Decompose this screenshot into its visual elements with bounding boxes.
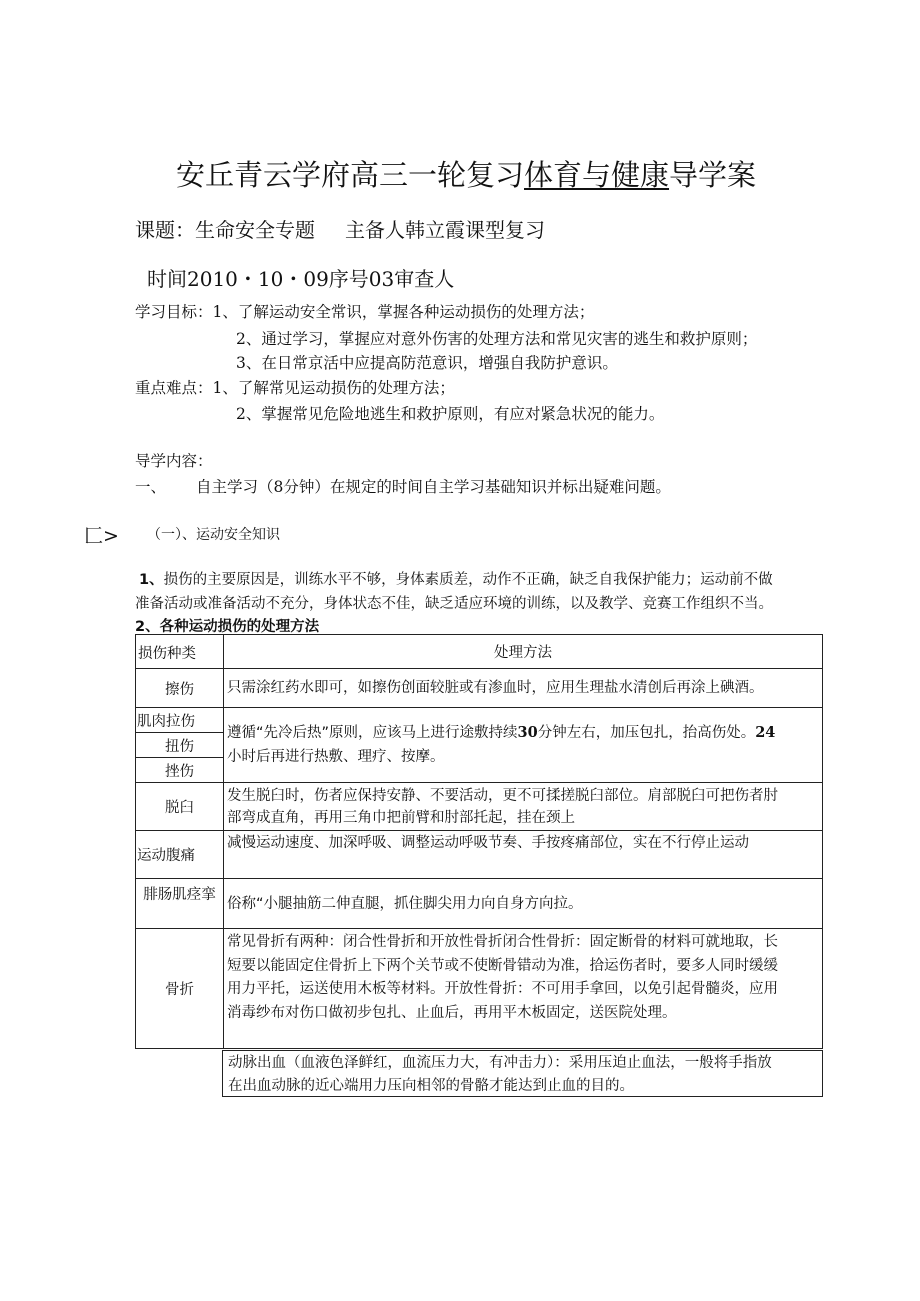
table-row — [136, 929, 823, 1049]
arterial-bleeding-box — [222, 1050, 823, 1097]
dislocation-method-2: 部弯成直角，再用三角巾把前臂和肘部托起，挂在颈上 — [227, 809, 575, 826]
table-row — [136, 879, 823, 929]
para1-text: 损伤的主要原因是，训练水平不够，身体素质差，动作不正确，缺乏自我保护能力；运动前不做 — [163, 572, 773, 588]
strain-method-d: 24 — [755, 724, 776, 741]
injury-method — [224, 708, 823, 783]
injury-method: 俗称“小腿抽筋二伸直腿，抓住脚尖用力向自身方向拉。 — [224, 879, 823, 929]
injury-name: 骨折 — [136, 929, 224, 1049]
time-line — [147, 263, 454, 292]
fracture-line: 消毒纱布对伤口做初步包扎、止血后，再用平木板固定，送医院处理。 — [227, 1004, 677, 1021]
time-line-text: 时间2010・10・09序号03审查人 — [147, 267, 455, 291]
arrow-icon: 匚> — [84, 525, 119, 547]
strain-method-a: 遵循“先冷后热”原则，应该马上进行途敷持续 — [227, 725, 518, 741]
injury-name: 运动腹痛 — [136, 831, 224, 879]
injury-name: 腓肠肌痉挛 — [136, 879, 224, 929]
course-preparer: 主备人韩立霞课型复习 — [345, 218, 545, 242]
section-one: 自主学习（8分钟）在规定的时间自主学习基础知识并标出疑难问题。 — [196, 478, 671, 496]
subsection-title: （一）、运动安全知识 — [147, 527, 280, 543]
bleeding-line-2: 在出血动脉的近心端用力压向相邻的骨骼才能达到止血的目的。 — [228, 1078, 634, 1094]
key-points-label: 重点难点： — [135, 379, 213, 397]
goals-line-1 — [135, 300, 594, 322]
goal-item: 3、在日常京活中应提高防范意识，增强自我防护意识。 — [236, 354, 618, 372]
injury-method: 只需涂红药水即可，如擦伤创面较脏或有渗血时，应用生理盐水清创后再涂上碘酒。 — [224, 669, 823, 708]
table-header-row — [136, 635, 823, 669]
injury-method — [224, 929, 823, 1049]
para1-num: 1、 — [139, 572, 164, 588]
injury-method: 减慢运动速度、加深呼吸、调整运动呼吸节奏、手按疼痛部位，实在不行停止运动 — [224, 831, 823, 879]
injury-name: 脱臼 — [136, 783, 224, 831]
strain-method-c: 分钟左右，加压包扎，抬高伤处。 — [537, 725, 756, 741]
fracture-line: 常见骨折有两种：闭合性骨折和开放性骨折闭合性骨折：固定断骨的材料可就地取，长 — [227, 934, 778, 950]
injury-name: 挫伤 — [136, 758, 224, 783]
goal-item: 2、通过学习，掌握应对意外伤害的处理方法和常见灾害的逃生和救护原则； — [236, 330, 758, 348]
table-row — [136, 669, 823, 708]
para1-line1 — [139, 568, 773, 589]
fracture-line: 短要以能固定住骨折上下两个关节或不使断骨错动为准，拾运伤者时，要多人同时缓缓 — [227, 957, 778, 974]
title-prefix: 安丘青云学府高三一轮复习 — [176, 158, 525, 192]
page-title — [176, 153, 756, 194]
injury-table — [135, 634, 823, 1049]
goals-label: 学习目标： — [135, 303, 213, 321]
header-method: 处理方法 — [224, 635, 823, 669]
para1-line2: 准备活动或准备活动不充分，身体状态不佳，缺乏适应环境的训练，以及教学、竞赛工作组织不当。 — [135, 596, 773, 612]
injury-name: 扭伤 — [136, 733, 224, 758]
injury-name: 擦伤 — [136, 669, 224, 708]
header-type: 损伤种类 — [136, 635, 224, 669]
key-point-item: 1、了解常见运动损伤的处理方法； — [212, 379, 455, 397]
para2-heading: 2、各种运动损伤的处理方法 — [135, 619, 320, 635]
table-row — [136, 783, 823, 831]
injury-name: 肌肉拉伤 — [136, 708, 224, 733]
course-line — [135, 214, 545, 243]
table-row — [136, 708, 823, 733]
key-point-item: 2、掌握常见危险地逃生和救护原则，有应对紧急状况的能力。 — [236, 405, 665, 423]
guide-label: 导学内容： — [135, 452, 213, 470]
injury-method — [224, 783, 823, 831]
fracture-line: 用力平托，运送使用木板等材料。开放性骨折：不可用手拿回，以免引起骨髓炎，应用 — [227, 981, 778, 997]
course-topic: 课题：生命安全专题 — [135, 218, 315, 242]
dislocation-method-1: 发生脱臼时，伤者应保持安静、不要活动，更不可揉搓脱臼部位。肩部脱臼可把伤者肘 — [227, 787, 778, 804]
bleeding-line-1: 动脉出血（血液色泽鲜红，血流压力大，有冲击力）：采用压迫止血法，一般将手指放 — [228, 1055, 772, 1071]
title-suffix: 导学案 — [669, 158, 757, 192]
key-points-line-1 — [135, 376, 455, 398]
strain-method-e: 小时后再进行热敷、理疗、按摩。 — [227, 749, 445, 765]
strain-method-b: 30 — [517, 724, 538, 741]
title-subject: 体育与健康 — [524, 158, 670, 192]
goal-item: 1、了解运动安全常识，掌握各种运动损伤的处理方法； — [212, 303, 595, 321]
table-row — [136, 831, 823, 879]
section-one-num: 一、 — [135, 478, 167, 496]
